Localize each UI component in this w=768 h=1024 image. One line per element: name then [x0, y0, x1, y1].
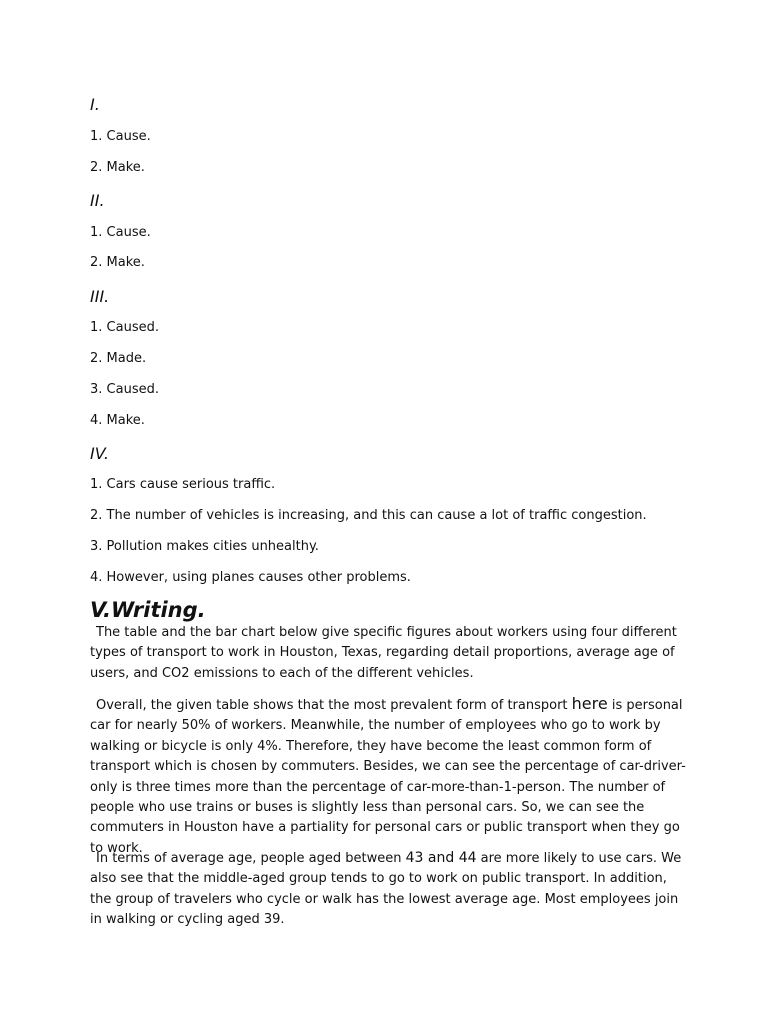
section-ii-item-1: 1. Cause. — [90, 225, 151, 240]
paragraph-3-text-rest: are more likely to use cars. We also see that the middle-aged group tends to go to work on public transport. In addition, the group of travelers who cycle or walk has the lowest average age. Most employees join in walking or cycling aged 39. — [90, 851, 682, 928]
section-heading-ii: II. — [90, 191, 105, 210]
section-iii-item-3: 3. Caused. — [90, 382, 159, 397]
section-iii-item-4: 4. Make. — [90, 413, 145, 428]
paragraph-2-text-rest: is personal car for nearly 50% of workers. Meanwhile, the number of employees who go to work by walking or bicycle is only 4%. Therefore, they have become the least common form of transport which is chosen by commuters. Besides, we can see the percentage of car-driver-only is three times more than the percentage of car-more-than-1-person. The number of people who use trains or buses is slightly less than personal cars. So, we can see the commuters in Houston have a partiality for personal cars or public transport when they go to work. — [90, 698, 686, 856]
paragraph-2-text-start: Overall, the given table shows that the most prevalent form of transport — [96, 698, 572, 713]
writing-paragraph-1: The table and the bar chart below give specific figures about workers using four different types of transport to work in Houston, Texas, regarding detail proportions, average age of users, and CO2 emissions to each of the different vehicles. — [90, 625, 677, 681]
section-heading-i: I. — [90, 95, 100, 114]
section-i-item-1: 1. Cause. — [90, 129, 151, 144]
section-iv-item-1: 1. Cars cause serious traffic. — [90, 477, 276, 492]
writing-paragraph-3 — [90, 848, 690, 931]
section-heading-iv: IV. — [90, 444, 109, 463]
writing-heading: V.Writing. — [90, 598, 206, 622]
section-iii-item-1: 1. Caused. — [90, 320, 159, 335]
section-iv-item-2: 2. The number of vehicles is increasing, and this can cause a lot of traffic congestion. — [90, 508, 647, 523]
paragraph-2-here: here — [571, 694, 608, 713]
section-heading-iii: III. — [90, 287, 110, 306]
section-iv-item-4: 4. However, using planes causes other problems. — [90, 570, 411, 585]
paragraph-3-ages: 43 and 44 — [405, 850, 477, 866]
section-ii-item-2: 2. Make. — [90, 255, 145, 270]
writing-paragraph-2 — [90, 694, 690, 859]
section-iv-item-3: 3. Pollution makes cities unhealthy. — [90, 539, 319, 554]
section-i-item-2: 2. Make. — [90, 160, 145, 175]
paragraph-3-text-start: In terms of average age, people aged between — [96, 851, 406, 866]
section-iii-item-2: 2. Made. — [90, 351, 147, 366]
